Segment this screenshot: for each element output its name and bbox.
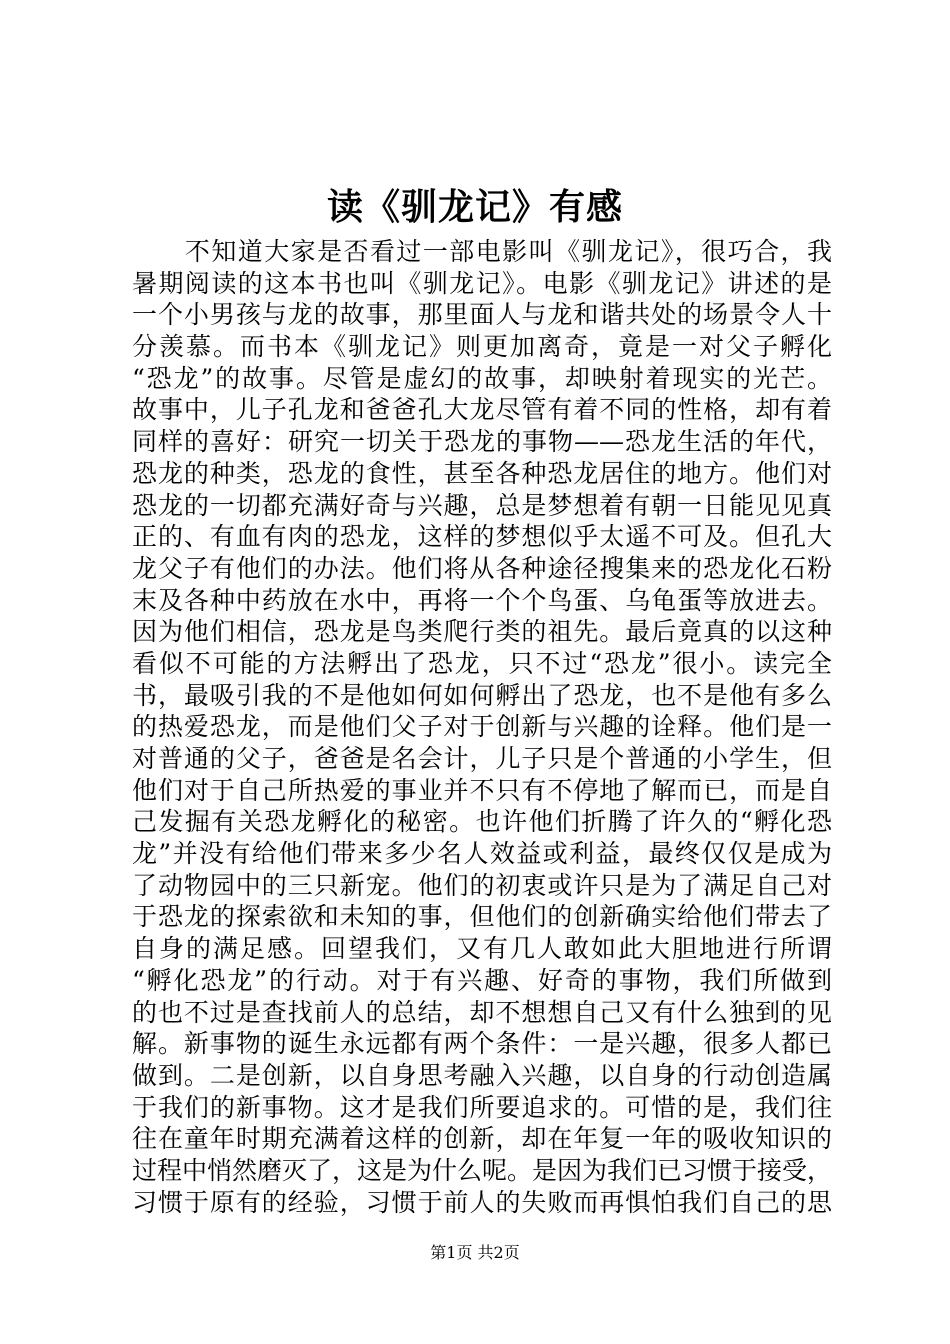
body-line: 龙父子有他们的办法。他们将从各种途径搜集来的恐龙化石粉 [132,553,832,583]
body-line: 习惯于原有的经验，习惯于前人的失败而再惧怕我们自己的思 [132,1187,832,1217]
body-line: 正的、有血有肉的恐龙，这样的梦想似乎太遥不可及。但孔大 [132,522,832,552]
body-line: 解。新事物的诞生永远都有两个条件：一是兴趣，很多人都已 [132,1029,832,1059]
body-line: 了动物园中的三只新宠。他们的初衷或许只是为了满足自己对 [132,870,832,900]
document-title: 读《驯龙记》有感 [326,186,623,228]
body-line: 对普通的父子，爸爸是名会计，儿子只是个普通的小学生，但 [132,744,832,773]
body-line: 同样的喜好：研究一切关于恐龙的事物——恐龙生活的年代， [132,427,832,457]
page-footer: 第1页 共2页 [430,1243,520,1262]
body-line: 于恐龙的探索欲和未知的事，但他们的创新确实给他们带去了 [132,902,832,932]
body-line: 的也不过是查找前人的总结，却不想想自己又有什么独到的见 [132,997,832,1027]
body-line: “孵化恐龙”的行动。对于有兴趣、好奇的事物，我们所做到 [132,965,832,995]
body-line: 分羡慕。而书本《驯龙记》则更加离奇，竟是一对父子孵化 [132,332,832,362]
body-line: 自身的满足感。回望我们，又有几人敢如此大胆地进行所谓 [132,934,832,964]
body-line: 往在童年时期充满着这样的创新，却在年复一年的吸收知识的 [132,1124,832,1154]
body-line: 因为他们相信，恐龙是鸟类爬行类的祖先。最后竟真的以这种 [132,617,832,647]
body-line: 的热爱恐龙，而是他们父子对于创新与兴趣的诠释。他们是一 [132,712,832,742]
body-line: 故事中，儿子孔龙和爸爸孔大龙尽管有着不同的性格，却有着 [132,395,832,425]
body-line: “恐龙”的故事。尽管是虚幻的故事，却映射着现实的光芒。 [132,363,832,393]
body-line: 不知道大家是否看过一部电影叫《驯龙记》，很巧合，我 [132,237,832,266]
body-line: 于我们的新事物。这才是我们所要追求的。可惜的是，我们往 [132,1092,832,1122]
body-line: 书，最吸引我的不是他如何如何孵出了恐龙，也不是他有多么 [132,680,832,710]
body-line: 一个小男孩与龙的故事，那里面人与龙和谐共处的场景令人十 [132,300,832,330]
body-line: 恐龙的一切都充满好奇与兴趣，总是梦想着有朝一日能见见真 [132,490,832,520]
body-line: 恐龙的种类，恐龙的食性，甚至各种恐龙居住的地方。他们对 [132,458,832,488]
body-line: 己发掘有关恐龙孵化的秘密。也许他们折腾了许久的“孵化恐 [132,807,832,837]
body-line: 他们对于自己所热爱的事业并不只有不停地了解而已，而是自 [132,775,832,805]
body-line: 过程中悄然磨灭了，这是为什么呢。是因为我们已习惯于接受， [132,1155,833,1185]
body-line: 暑期阅读的这本书也叫《驯龙记》。电影《驯龙记》讲述的是 [132,268,832,298]
body-line: 做到。二是创新，以自身思考融入兴趣，以自身的行动创造属 [132,1060,832,1090]
body-line: 龙”并没有给他们带来多少名人效益或利益，最终仅仅是成为 [132,839,832,869]
body-line: 末及各种中药放在水中，再将一个个鸟蛋、乌龟蛋等放进去。 [132,585,832,615]
document-body [132,236,832,1218]
body-line: 看似不可能的方法孵出了恐龙，只不过“恐龙”很小。读完全 [132,648,832,678]
